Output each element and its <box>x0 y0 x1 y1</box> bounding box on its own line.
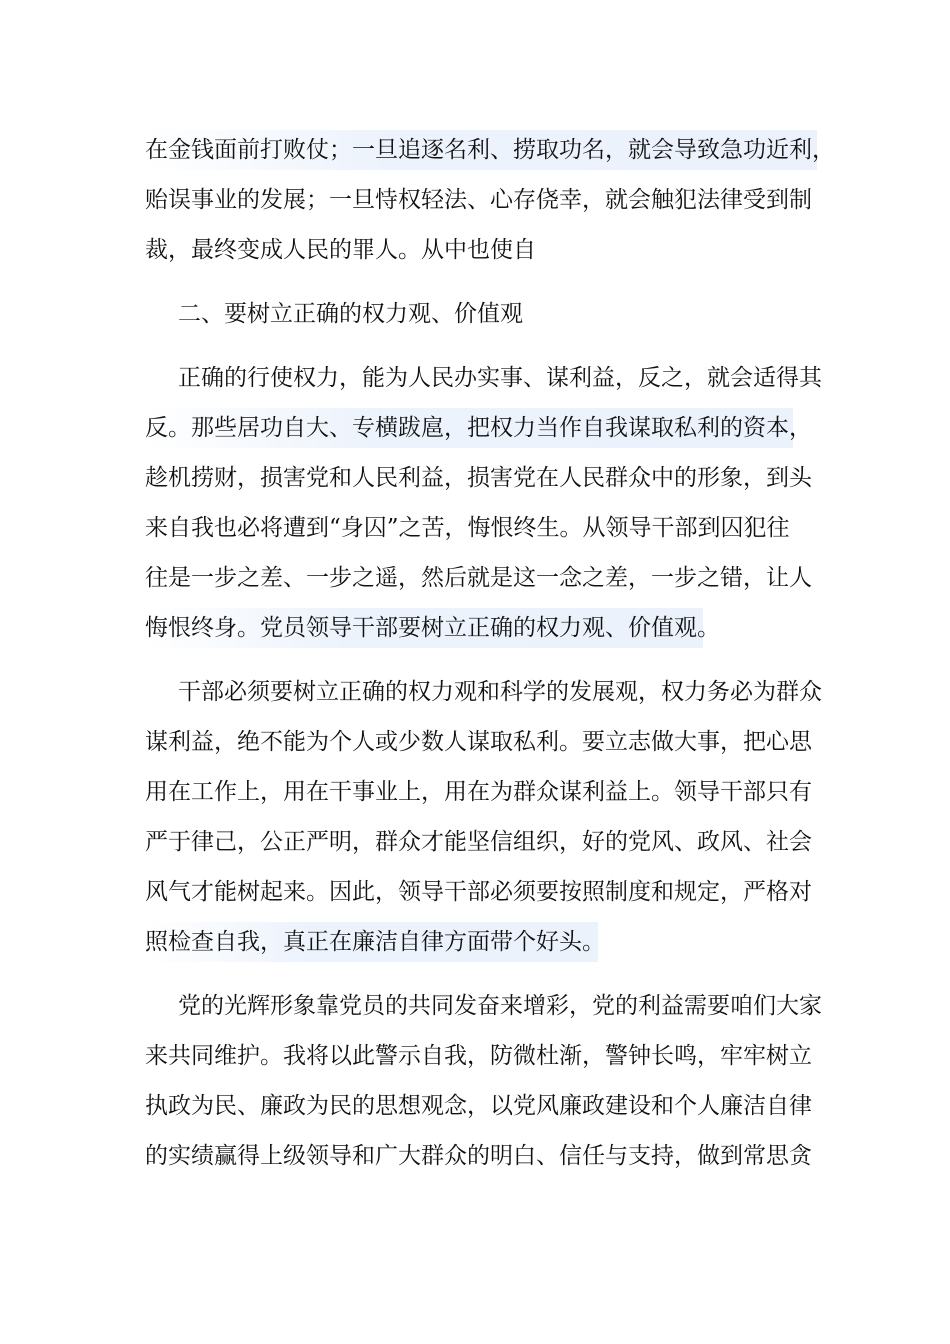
text-line-7: 趁机捞财，损害党和人民利益，损害党在人民群众中的形象，到头 <box>145 465 812 491</box>
text-line-11: 干部必须要树立正确的权力观和科学的发展观，权力务必为群众 <box>178 679 822 705</box>
text-line-1: 在金钱面前打败仗；一旦追逐名利、捞取功名，就会导致急功近利， <box>145 130 817 170</box>
text-line-12: 谋利益，绝不能为个人或少数人谋取私利。要立志做大事，把心思 <box>145 729 812 755</box>
text-line-10: 悔恨终身。党员领导干部要树立正确的权力观、价值观。 <box>145 608 703 648</box>
text-line-13: 用在工作上，用在干事业上，用在为群众谋利益上。领导干部只有 <box>145 779 812 805</box>
text-line-8: 来自我也必将遭到“身囚”之苦，悔恨终生。从领导干部到囚犯往 <box>145 515 790 541</box>
text-line-20: 的实绩赢得上级领导和广大群众的明白、信任与支持，做到常思贪 <box>145 1143 812 1169</box>
text-line-9: 往是一步之差、一步之遥，然后就是这一念之差，一步之错，让人 <box>145 565 812 591</box>
text-line-14: 严于律己，公正严明，群众才能坚信组织，好的党风、政风、社会 <box>145 829 812 855</box>
text-line-2: 贻误事业的发展；一旦恃权轻法、心存侥幸，就会触犯法律受到制 <box>145 187 812 213</box>
text-line-3: 裁，最终变成人民的罪人。从中也使自 <box>145 237 536 263</box>
text-line-18: 来共同维护。我将以此警示自我，防微杜渐，警钟长鸣，牢牢树立 <box>145 1043 812 1069</box>
text-line-15: 风气才能树起来。因此，领导干部必须要按照制度和规定，严格对 <box>145 879 812 905</box>
text-line-6: 反。那些居功自大、专横跋扈，把权力当作自我谋取私利的资本， <box>145 408 793 448</box>
text-line-5: 正确的行使权力，能为人民办实事、谋利益，反之，就会适得其 <box>178 365 822 391</box>
text-line-17: 党的光辉形象靠党员的共同发奋来增彩，党的利益需要咱们大家 <box>178 993 822 1019</box>
section-heading: 二、要树立正确的权力观、价值观 <box>178 301 523 327</box>
text-line-16: 照检查自我，真正在廉洁自律方面带个好头。 <box>145 922 598 962</box>
text-line-19: 执政为民、廉政为民的思想观念，以党风廉政建设和个人廉洁自律 <box>145 1093 812 1119</box>
